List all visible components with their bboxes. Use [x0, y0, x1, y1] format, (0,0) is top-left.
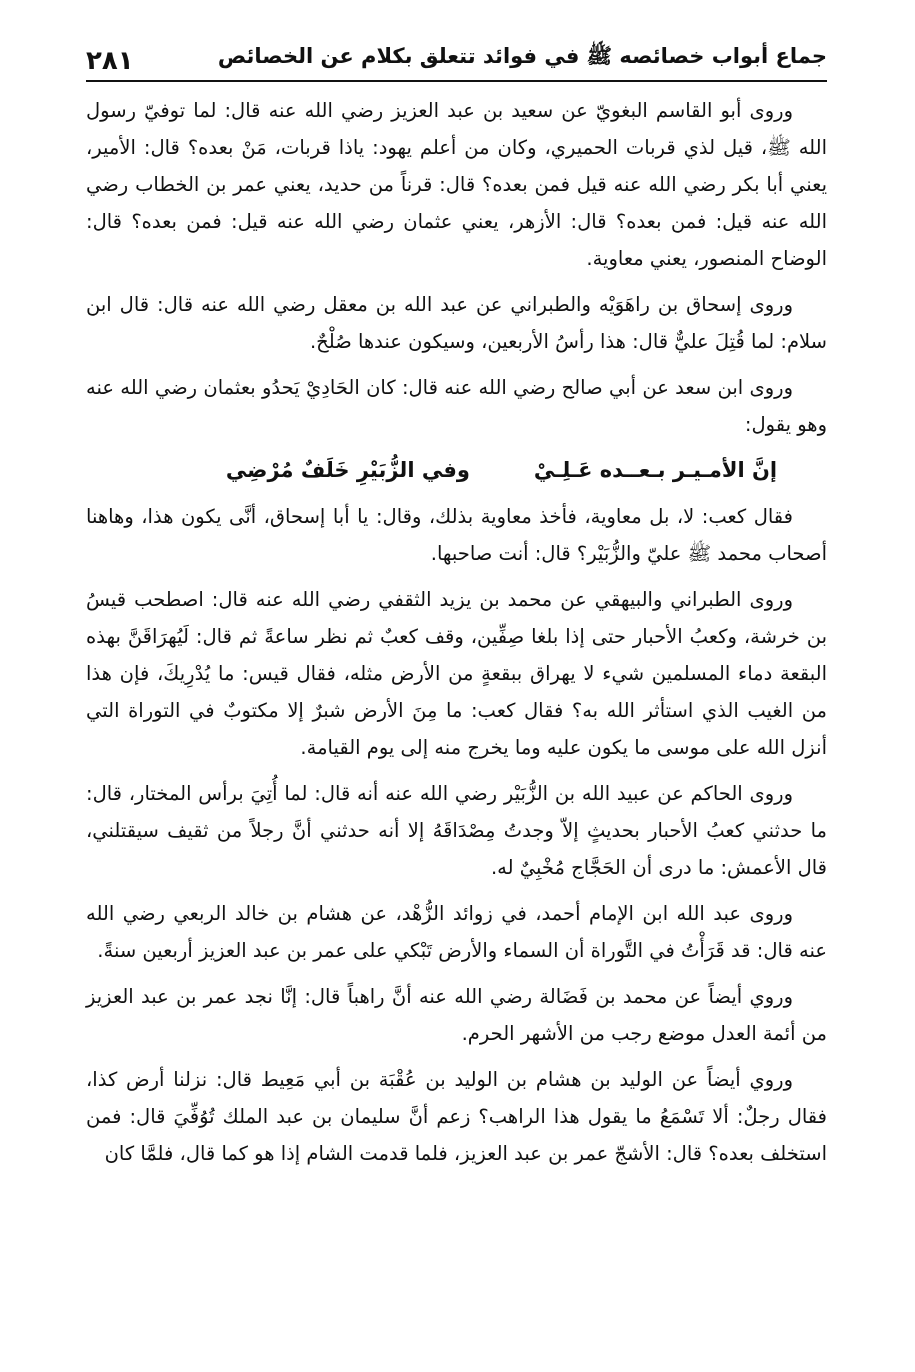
running-header — [86, 28, 827, 80]
paragraph-hakim: وروى الحاكم عن عبيد الله بن الزُّبَيْر رضي الله عنه أنه قال: لما أُتِيَ برأس المختار، قال: ما حدثني كعبُ الأحبار بحديثٍ إلاّ وجدتُ مِصْدَاقَهُ إلا أنه حدثني أنَّ رجلاً من ثقيف سيقتلني، قال الأعمش: ما درى أن الحَجَّاج مُخْبِيٌ له. — [86, 782, 827, 879]
page-number: ٢٨١ — [86, 46, 134, 76]
paragraph-kaab-reply: فقال كعب: لا، بل معاوية، فأخذ معاوية بذلك، وقال: يا أبا إسحاق، أنَّى يكون هذا، وهاهنا أصحاب محمد ﷺ عليّ والزُّبَيْر؟ قال: أنت صاحبها. — [86, 505, 827, 565]
paragraph-baghawi: وروى أبو القاسم البغويّ عن سعيد بن عبد العزيز رضي الله عنه قال: لما توفيّ رسول الله ﷺ، قيل لذي قربات الحميري، وكان من أعلم يهود: ياذا قربات، مَنْ بعده؟ قال: الأمير، يعني أبا بكر رضي الله عنه قيل فمن بعده؟ قال: قرناً من حديد، يعني عمر بن الخطاب رضي الله عنه قيل: فمن بعده؟ قال: الأزهر، يعني عثمان رضي الله عنه قيل: فمن بعده؟ قال: الوضاح المنصور، يعني معاوية. — [86, 99, 827, 270]
verse-second-hemistich: وفي الزُّبَيْرِ خَلَفٌ مُرْضِي — [225, 458, 470, 482]
paragraph-ishaq: وروى إسحاق بن راهَوَيْه والطبراني عن عبد الله بن معقل رضي الله عنه قال: قال ابن سلام: لما قُتِلَ عليٌّ قال: هذا رأسُ الأربعين، وسيكون عندها صُلْحٌ. — [86, 293, 827, 353]
paragraph-abdullah-zuhd: وروى عبد الله ابن الإمام أحمد، في زوائد الزُّهْد، عن هشام بن خالد الربعي رضي الله عنه قال: قد قَرَأْتُ في التَّوراة أن السماء والأرض تَبْكي على عمر بن عبد العزيز أربعين سنةً. — [86, 902, 827, 962]
paragraph-ibn-saad: وروى ابن سعد عن أبي صالح رضي الله عنه قال: كان الحَادِيْ يَحدُو بعثمان رضي الله عنه وهو يقول: — [86, 376, 827, 436]
paragraph-walid: وروي أيضاً عن الوليد بن هشام بن الوليد بن عُقْبَة بن أبي مَعِيط قال: نزلنا أرض كذا، فقال رجلٌ: ألا تَسْمَعُ ما يقول هذا الراهب؟ زعم أنَّ سليمان بن عبد الملك تُوُفِّيَ قال: فمن استخلف بعده؟ قال: الأشجّ عمر بن عبد العزيز، فلما قدمت الشام إذا هو كما قال، فلمَّا كان — [86, 1068, 827, 1165]
running-title: جماع أبواب خصائصه ﷺ في فوائد تتعلق بكلام عن الخصائص — [217, 44, 827, 68]
paragraph-tabarani-bayhaqi: وروى الطبراني والبيهقي عن محمد بن يزيد الثقفي رضي الله عنه قال: اصطحب قيسُ بن خرشة، وكعبُ الأحبار حتى إذا بلغا صِفِّين، وقف كعبٌ ثم نظر ساعةً ثم قال: لَيُهرَاقَنَّ بهذه البقعة دماء المسلمين شيء لا يهراق ببقعةٍ من الأرض مثله، فقال قيس: ما يُدْرِيكَ، فإن هذا من الغيب الذي استأثر الله به؟ فقال كعب: ما مِنَ الأرض شبرٌ إلا مكتوبٌ في التوراة التي أنزل الله على موسى ما يكون عليه وما يخرج منه إلى يوم القيامة. — [86, 588, 827, 759]
verse-first-hemistich: إنَّ الأمـيـر بـعــده عَـلِـيْ — [533, 458, 778, 482]
header-divider — [86, 80, 827, 82]
main-text — [86, 92, 827, 1181]
paragraph-fadala: وروي أيضاً عن محمد بن فَضَالة رضي الله عنه أنَّ راهباً قال: إنَّا نجد عمر بن عبد العزيز من أئمة العدل موضع رجب من الأشهر الحرم. — [86, 985, 827, 1045]
poetry-verse — [86, 452, 827, 489]
